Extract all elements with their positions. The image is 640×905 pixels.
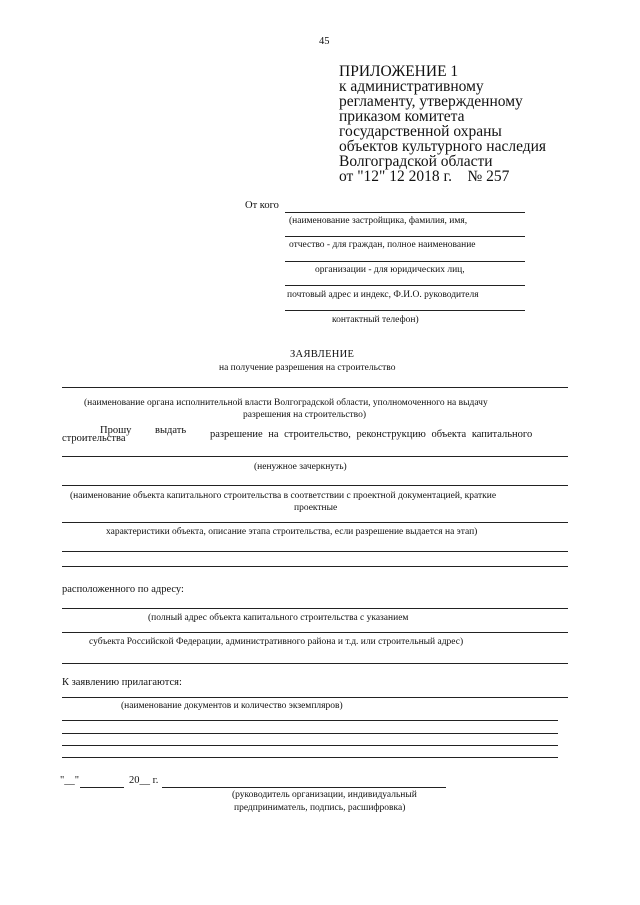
signature-caption: (руководитель организации, индивидуальный <box>232 790 417 800</box>
appendix-line: к административному <box>339 78 484 95</box>
fill-line <box>62 566 568 567</box>
applicant-caption: контактный телефон) <box>332 315 419 325</box>
applicant-caption: отчество - для граждан, полное наименование <box>289 240 476 250</box>
object-caption: характеристики объекта, описание этапа строительства, если разрешение выдается на этап) <box>106 527 478 537</box>
fill-line <box>62 522 568 523</box>
from-label: От кого <box>245 200 279 211</box>
applicant-caption: организации - для юридических лиц, <box>315 265 465 275</box>
fill-line <box>62 733 558 734</box>
object-caption: (наименование объекта капитального строительства в соответствии с проектной документацией, краткие <box>70 491 497 501</box>
appendix-line: Волгоградской области <box>339 153 493 170</box>
fill-line <box>62 551 568 552</box>
fill-line <box>285 212 525 213</box>
fill-line <box>62 745 558 746</box>
address-caption: (полный адрес объекта капитального строительства с указанием <box>148 613 409 623</box>
fill-line <box>62 757 558 758</box>
signature-caption: предприниматель, подпись, расшифровка) <box>234 803 406 813</box>
fill-line <box>162 787 446 788</box>
appendix-line: приказом комитета <box>339 108 465 125</box>
fill-line <box>62 608 568 609</box>
strike-caption: (ненужное зачеркнуть) <box>254 462 347 472</box>
signature-year: 20__ г. <box>129 775 159 786</box>
fill-line <box>62 456 568 457</box>
applicant-caption: (наименование застройщика, фамилия, имя, <box>289 216 468 226</box>
page-number: 45 <box>319 36 330 47</box>
request-word: Прошу <box>100 425 132 436</box>
fill-line <box>62 632 568 633</box>
fill-line <box>62 697 568 698</box>
attachments-caption: (наименование документов и количество экземпляров) <box>121 701 343 711</box>
appendix-order-line: от "12" 12 2018 г. № 257 <box>339 168 510 185</box>
fill-line <box>285 285 525 286</box>
address-label: расположенного по адресу: <box>62 584 184 595</box>
address-caption: субъекта Российской Федерации, административного района и т.д. или строительный адрес) <box>89 637 464 647</box>
appendix-line: государственной охраны <box>339 123 502 140</box>
fill-line <box>62 387 568 388</box>
applicant-caption: почтовый адрес и индекс, Ф.И.О. руководителя <box>287 290 479 300</box>
fill-line <box>62 663 568 664</box>
request-text-2: строительства <box>62 433 126 444</box>
fill-line <box>285 261 525 262</box>
request-text: разрешение на строительство, реконструкцию объекта капитального <box>210 429 533 440</box>
fill-line <box>62 485 568 486</box>
signature-date-day: "__" <box>60 775 80 786</box>
organ-caption: разрешения на строительство) <box>243 410 367 420</box>
attachments-label: К заявлению прилагаются: <box>62 677 182 688</box>
fill-line <box>285 310 525 311</box>
organ-caption: (наименование органа исполнительной власти Волгоградской области, уполномоченного на выдачу <box>84 398 488 408</box>
appendix-line: регламенту, утвержденному <box>339 93 523 110</box>
object-caption: проектные <box>294 503 338 513</box>
request-word: выдать <box>155 425 187 436</box>
appendix-line: объектов культурного наследия <box>339 138 547 155</box>
fill-line <box>62 720 558 721</box>
statement-title: ЗАЯВЛЕНИЕ <box>290 349 355 360</box>
fill-line <box>285 236 525 237</box>
appendix-title: ПРИЛОЖЕНИЕ 1 <box>339 63 459 80</box>
statement-subtitle: на получение разрешения на строительство <box>219 363 396 373</box>
fill-line <box>80 787 124 788</box>
